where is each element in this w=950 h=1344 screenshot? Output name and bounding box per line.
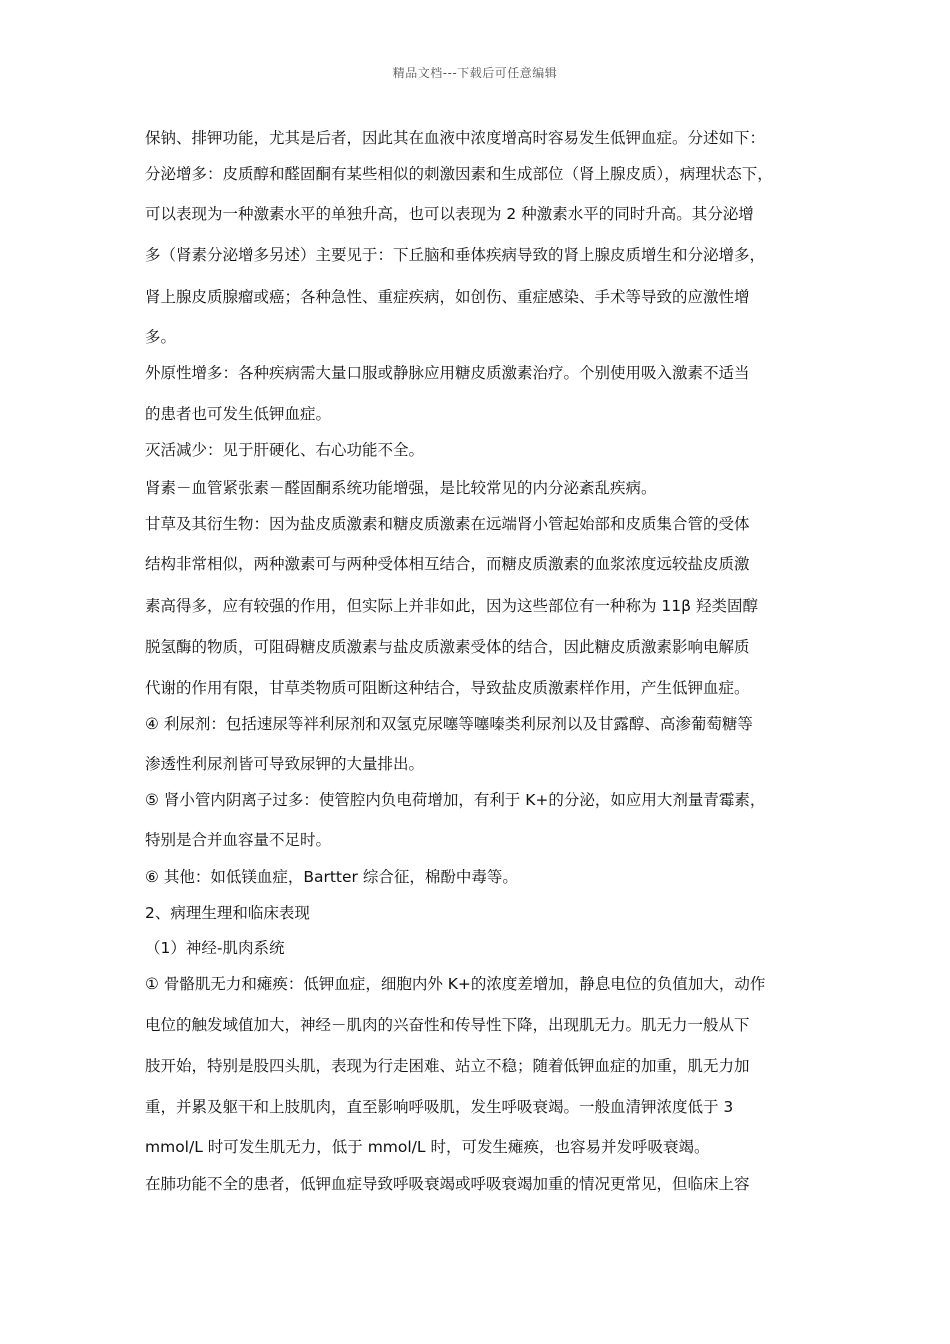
text-line: 肢开始，特别是股四头肌，表现为行走困难、站立不稳；随着低钾血症的加重，肌无力加 [145,1057,750,1075]
text-line: 特别是合并血容量不足时。 [145,831,332,849]
text-line: 分泌增多：皮质醇和醛固酮有某些相似的刺激因素和生成部位（肾上腺皮质），病理状态下， [145,165,773,183]
text-line: ⑥ 其他：如低镁血症，Bartter 综合征，棉酚中毒等。 [145,868,518,886]
text-line: ④ 利尿剂：包括速尿等袢利尿剂和双氢克尿噻等噻嗪类利尿剂以及甘露醇、高渗葡萄糖等 [145,715,753,733]
text-line: 甘草及其衍生物：因为盐皮质激素和糖皮质激素在远端肾小管起始部和皮质集合管的受体 [145,515,750,533]
text-line: 在肺功能不全的患者，低钾血症导致呼吸衰竭或呼吸衰竭加重的情况更常见，但临床上容 [145,1175,750,1193]
text-line: 脱氢酶的物质，可阻碍糖皮质激素与盐皮质激素受体的结合，因此糖皮质激素影响电解质 [145,638,750,656]
text-line: 素高得多，应有较强的作用，但实际上并非如此，因为这些部位有一种称为 11β 羟类固醇 [145,597,758,615]
text-line: 重，并累及躯干和上肢肌肉，直至影响呼吸肌，发生呼吸衰竭。一般血清钾浓度低于 3 [145,1098,734,1116]
text-line: 外原性增多：各种疾病需大量口服或静脉应用糖皮质激素治疗。个别使用吸入激素不适当 [145,364,750,382]
text-line: 肾上腺皮质腺瘤或癌；各种急性、重症疾病，如创伤、重症感染、手术等导致的应激性增 [145,288,750,306]
text-line: 的患者也可发生低钾血症。 [145,405,332,423]
section-heading: 2、病理生理和临床表现 [145,904,310,922]
text-line: 代谢的作用有限，甘草类物质可阻断这种结合，导致盐皮质激素样作用，产生低钾血症。 [145,679,750,697]
text-line: ① 骨骼肌无力和瘫痪：低钾血症，细胞内外 K+的浓度差增加，静息电位的负值加大，动作 [145,975,766,993]
text-line: 肾素－血管紧张素－醛固酮系统功能增强，是比较常见的内分泌紊乱疾病。 [145,479,657,497]
text-line: 灭活减少：见于肝硬化、右心功能不全。 [145,441,425,459]
text-line: 渗透性利尿剂皆可导致尿钾的大量排出。 [145,755,425,773]
text-line: 电位的触发域值加大，神经－肌肉的兴奋性和传导性下降，出现肌无力。肌无力一般从下 [145,1016,750,1034]
subsection-heading: （1）神经-肌肉系统 [145,939,285,957]
text-line: 保钠、排钾功能，尤其是后者，因此其在血液中浓度增高时容易发生低钾血症。分述如下： [145,129,766,147]
text-line: 多（肾素分泌增多另述）主要见于：下丘脑和垂体疾病导致的肾上腺皮质增生和分泌增多， [145,246,766,264]
text-line: 可以表现为一种激素水平的单独升高，也可以表现为 2 种激素水平的同时升高。其分泌增 [145,205,754,223]
text-line: 多。 [145,328,177,346]
page-header: 精品文档---下载后可任意编辑 [392,66,558,80]
text-line: ⑤ 肾小管内阴离子过多：使管腔内负电荷增加，有利于 K+的分泌，如应用大剂量青霉素， [145,791,766,809]
text-line: mmol/L 时可发生肌无力，低于 mmol/L 时，可发生瘫痪，也容易并发呼吸衰竭。 [145,1138,710,1156]
text-line: 结构非常相似，两种激素可与两种受体相互结合，而糖皮质激素的血浆浓度远较盐皮质激 [145,555,750,573]
